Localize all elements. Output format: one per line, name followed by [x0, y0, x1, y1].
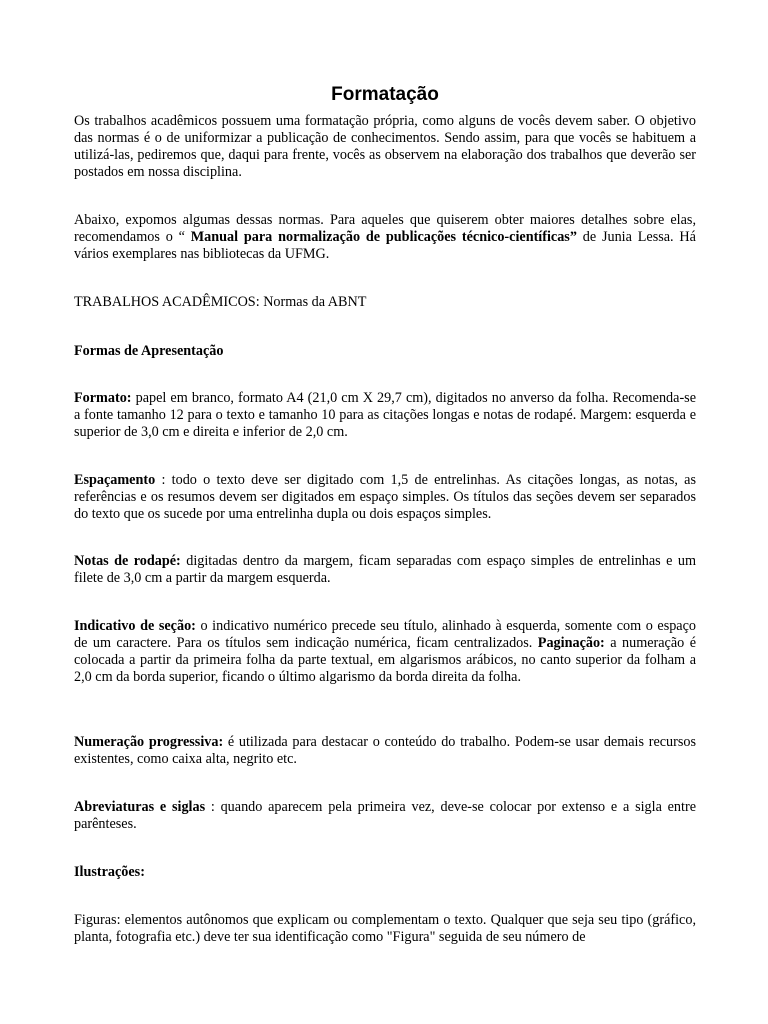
- formato-text: papel em branco, formato A4 (21,0 cm X 29,7 cm), digitados no anverso da folha. Recomenda-se a fonte tamanho 12 para o texto e tamanho 10 para as citações longas e notas de rodapé. Margem: esquerda e superior de 3,0 cm e direita e inferior de 2,0 cm.: [74, 390, 696, 440]
- indicativo-label: Indicativo de seção:: [74, 618, 196, 634]
- document-title: Formatação: [331, 84, 439, 105]
- abreviaturas-text: : quando aparecem pela primeira vez, deve-se colocar por extenso e a sigla entre parênteses.: [74, 799, 696, 832]
- normas-text-after: de Junia Lessa. Há vários exemplares nas bibliotecas da UFMG.: [74, 229, 696, 262]
- abreviaturas-paragraph: [74, 799, 696, 833]
- espacamento-label: Espaçamento: [74, 472, 156, 488]
- formato-paragraph: [74, 390, 696, 441]
- numeracao-text: é utilizada para destacar o conteúdo do trabalho. Podem-se usar demais recursos existentes, como caixa alta, negrito etc.: [74, 734, 696, 767]
- numeracao-label: Numeração progressiva:: [74, 734, 224, 750]
- indicativo-paragraph: [74, 618, 696, 686]
- notas-text: digitadas dentro da margem, ficam separadas com espaço simples de entrelinhas e um filete de 3,0 cm a partir da margem esquerda.: [74, 553, 696, 586]
- paginacao-text: a numeração é colocada a partir da primeira folha da parte textual, em algarismos arábicos, no canto superior da folham a 2,0 cm da borda superior, ficando o último algarismo da borda direita da folha.: [74, 635, 696, 685]
- indicativo-text: o indicativo numérico precede seu título, alinhado à esquerda, somente com o espaço de um caractere. Para os títulos sem indicação numérica, ficam centralizados.: [74, 618, 696, 651]
- notas-label: Notas de rodapé:: [74, 553, 181, 569]
- paginacao-label: Paginação:: [537, 635, 605, 651]
- normas-paragraph: [74, 212, 696, 263]
- numeracao-paragraph: [74, 734, 696, 768]
- espacamento-text: : todo o texto deve ser digitado com 1,5 de entrelinhas. As citações longas, as notas, as referências e os resumos devem ser digitados em espaço simples. Os títulos das seções devem ser separados do texto que os sucede por uma entrelinha dupla ou dois espaços simples.: [74, 472, 696, 522]
- formato-label: Formato:: [74, 390, 132, 406]
- manual-title: Manual para normalização de publicações técnico-científicas”: [190, 229, 577, 245]
- figuras-paragraph: Figuras: elementos autônomos que explicam ou complementam o texto. Qualquer que seja seu tipo (gráfico, planta, fotografia etc.) deve ter sua identificação como "Figura" seguida de seu número de: [74, 912, 696, 945]
- intro-paragraph: Os trabalhos acadêmicos possuem uma formatação própria, como alguns de vocês devem saber. O objetivo das normas é o de uniformizar a publicação de conhecimentos. Sendo assim, para que vocês se habituem a utilizá-las, pediremos que, daqui para frente, vocês as observem na elaboração dos trabalhos que deverão ser postados em nossa disciplina.: [74, 113, 696, 180]
- abnt-heading: TRABALHOS ACADÊMICOS: Normas da ABNT: [74, 294, 367, 310]
- ilustracoes-heading: Ilustrações:: [74, 864, 145, 880]
- notas-paragraph: [74, 553, 696, 587]
- espacamento-paragraph: [74, 472, 696, 523]
- formas-heading: Formas de Apresentação: [74, 343, 224, 359]
- normas-text-before: Abaixo, expomos algumas dessas normas. Para aqueles que quiserem obter maiores detalhes sobre elas, recomendamos o “: [74, 212, 696, 245]
- abreviaturas-label: Abreviaturas e siglas: [74, 799, 206, 815]
